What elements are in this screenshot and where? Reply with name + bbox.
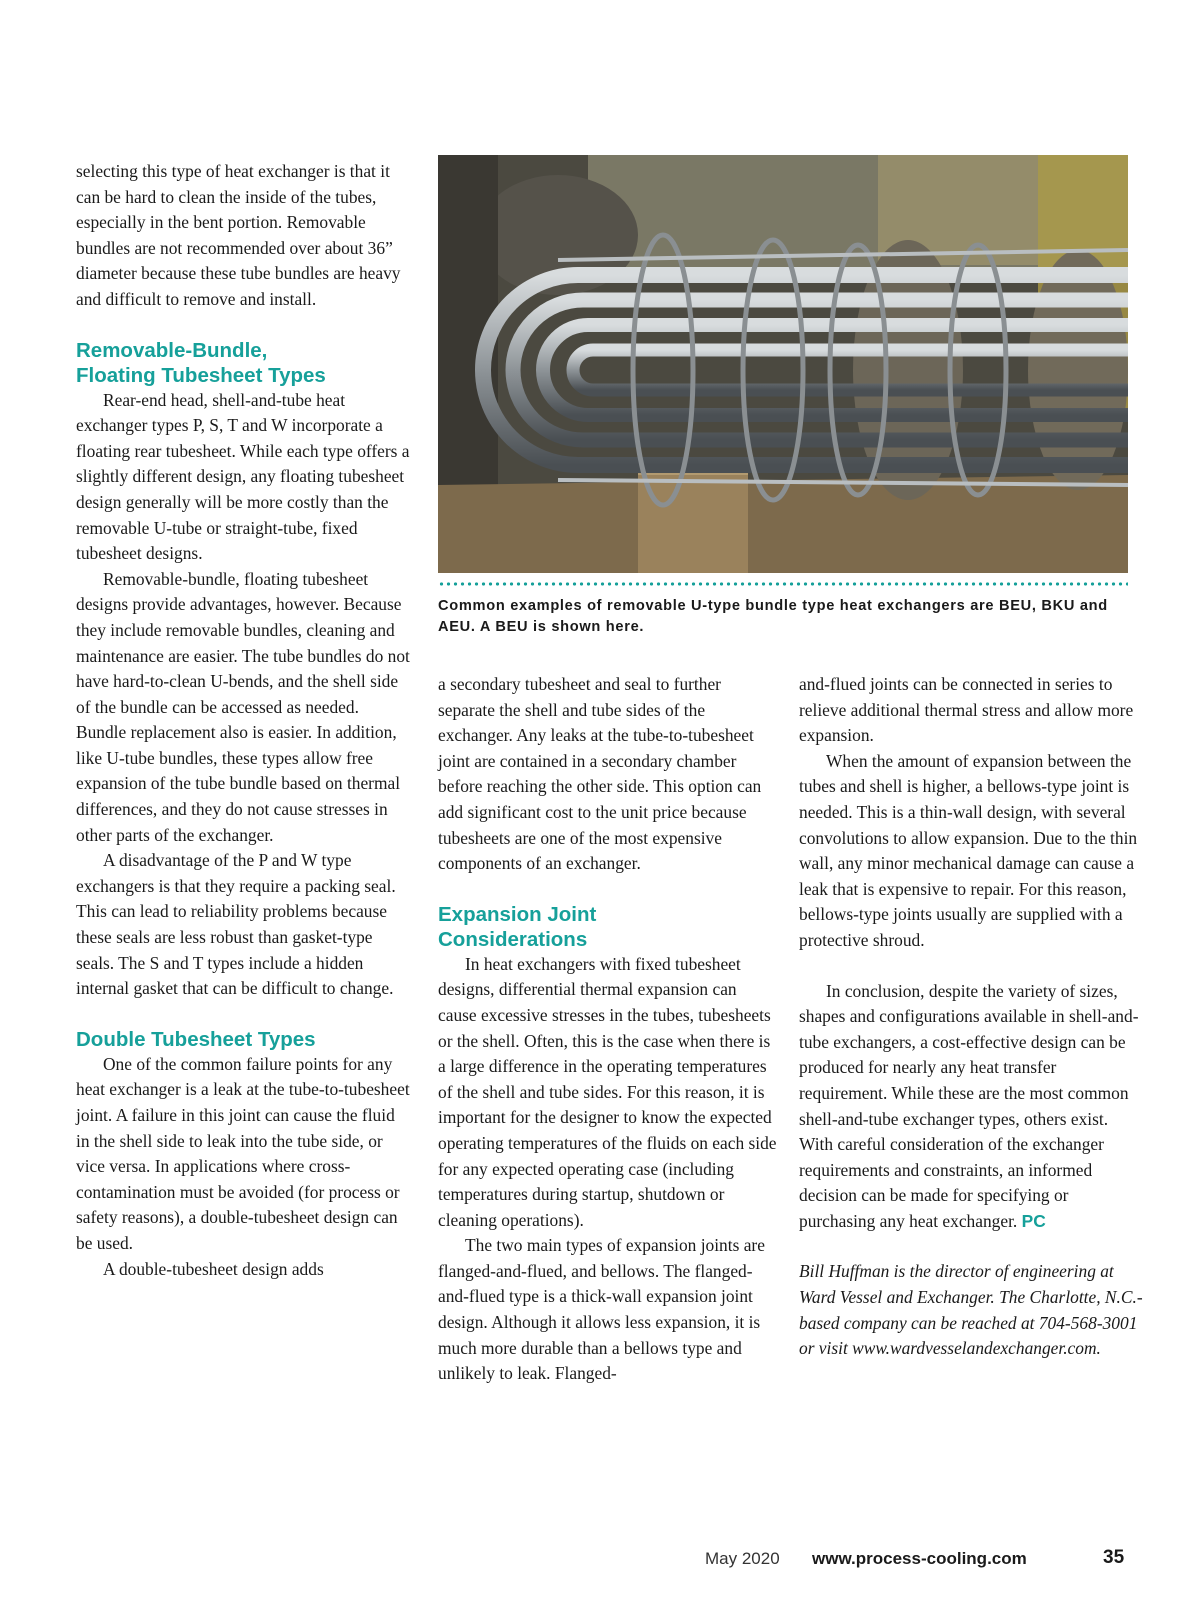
paragraph-floating-1: Rear-end head, shell-and-tube heat exchanger types P, S, T and W incorporate a floating rear tubesheet. While each type offers a slightly different design, any floating tubesheet design generally will be more costly than the removable U-tube or straight-tube, fixed tubesheet designs. — [76, 389, 410, 564]
column-2 — [438, 672, 778, 1387]
paragraph-expansion-1: In heat exchangers with fixed tubesheet designs, differential thermal expansion can cause excessive stresses in the tubes, tubesheets or the shell. Often, this is the case when there is a large difference in the operating temperatures of the shell and tube sides. For this reason, it is important for the designer to know the expected operating temperatures of the fluids on each side for any expected operating case (including temperatures during startup, shutdown or cleaning operations). — [438, 953, 777, 1230]
photo-caption: Common examples of removable U-type bundle type heat exchangers are BEU, BKU and AEU. A BEU is shown here. — [438, 598, 1108, 635]
issue-date: May 2020 — [705, 1549, 780, 1568]
paragraph-secondary-tubesheet: a secondary tubesheet and seal to further separate the shell and tube sides of the exchanger. Any leaks at the tube-to-tubesheet joint are contained in a secondary chamber before reaching the other side. This option can add significant cost to the unit price because tubesheets are one of the most expensive components of an exchanger. — [438, 674, 762, 874]
paragraph-flanged-flued: and-flued joints can be connected in series to relieve additional thermal stress and allow more expansion. — [799, 674, 1134, 746]
paragraph-bellows: When the amount of expansion between the tubes and shell is higher, a bellows-type joint is needed. This is a thin-wall design, with several convolutions to allow expansion. Due to the thin wall, any minor mechanical damage can cause a leak that is expensive to repair. For this reason, bellows-type joints usually are supplied with a protective shroud. — [799, 750, 1138, 950]
page-footer — [0, 1549, 1200, 1579]
paragraph-conclusion — [799, 979, 1144, 1235]
paragraph-intro: selecting this type of heat exchanger is that it can be hard to clean the inside of the tubes, especially in the bent portion. Removable bundles are not recommended over about 36” diameter because these tube bundles are heavy and difficult to remove and install. — [76, 161, 401, 309]
conclusion-text: In conclusion, despite the variety of sizes, shapes and configurations available in shell-and-tube exchangers, a cost-effective design can be produced for nearly any heat transfer requirement. While these are the most common shell-and-tube exchanger types, others exist. With careful consideration of the exchanger requirements and constraints, an informed decision can be made for specifying or purchasing any heat exchanger. — [799, 980, 1139, 1231]
heading-expansion-joint — [438, 902, 778, 952]
column-1 — [76, 159, 411, 1282]
heading-expansion-line-1: Expansion Joint — [438, 902, 597, 926]
heading-floating-tubesheet — [76, 338, 411, 388]
caption-divider — [438, 581, 1128, 587]
heading-floating-line-1: Removable-Bundle, — [76, 338, 268, 362]
website-url: www.process-cooling.com — [812, 1549, 1027, 1568]
paragraph-floating-3: A disadvantage of the P and W type exchangers is that they require a packing seal. This can lead to reliability problems because these seals are less robust than gasket-type seals. The S and T types include a hidden internal gasket that can be difficult to change. — [76, 850, 396, 999]
paragraph-floating-2: Removable-bundle, floating tubesheet designs provide advantages, however. Because they include removable bundles, cleaning and maintenance are easier. The tube bundles do not have hard-to-clean U-bends, and the shell side of the bundle can be accessed as needed. Bundle replacement also is easier. In addition, like U-tube bundles, these types allow free expansion of the tube bundle based on thermal differences, and they do not cause stresses in other parts of the exchanger. — [76, 568, 410, 845]
heading-expansion-line-2: Considerations — [438, 927, 588, 951]
paragraph-expansion-2: The two main types of expansion joints are flanged-and-flued, and bellows. The flanged-and-flued type is a thick-wall expansion joint design. Although it allows less expansion, it is much more durable than a bellows type and unlikely to leak. Flanged- — [438, 1235, 765, 1384]
paragraph-double-2: A double-tubesheet design adds — [103, 1258, 324, 1279]
pc-end-mark: PC — [1021, 1210, 1046, 1231]
heading-double-tubesheet: Double Tubesheet Types — [76, 1027, 316, 1051]
author-bio: Bill Huffman is the director of engineering at Ward Vessel and Exchanger. The Charlotte, N.C.-based company can be reached at 704-568-3001 or visit www.wardvesselandexchanger.com. — [799, 1261, 1143, 1359]
heat-exchanger-photo — [438, 155, 1128, 573]
page-number: 35 — [1103, 1547, 1125, 1568]
column-3 — [799, 672, 1144, 1362]
tube-bundle-illustration — [438, 155, 1128, 573]
paragraph-double-1: One of the common failure points for any heat exchanger is a leak at the tube-to-tubesheet joint. A failure in this joint can cause the fluid in the shell side to leak into the tube side, or vice versa. In applications where cross-contamination must be avoided (for process or safety reasons), a double-tubesheet design can be used. — [76, 1053, 410, 1253]
heading-floating-line-2: Floating Tubesheet Types — [76, 363, 326, 387]
